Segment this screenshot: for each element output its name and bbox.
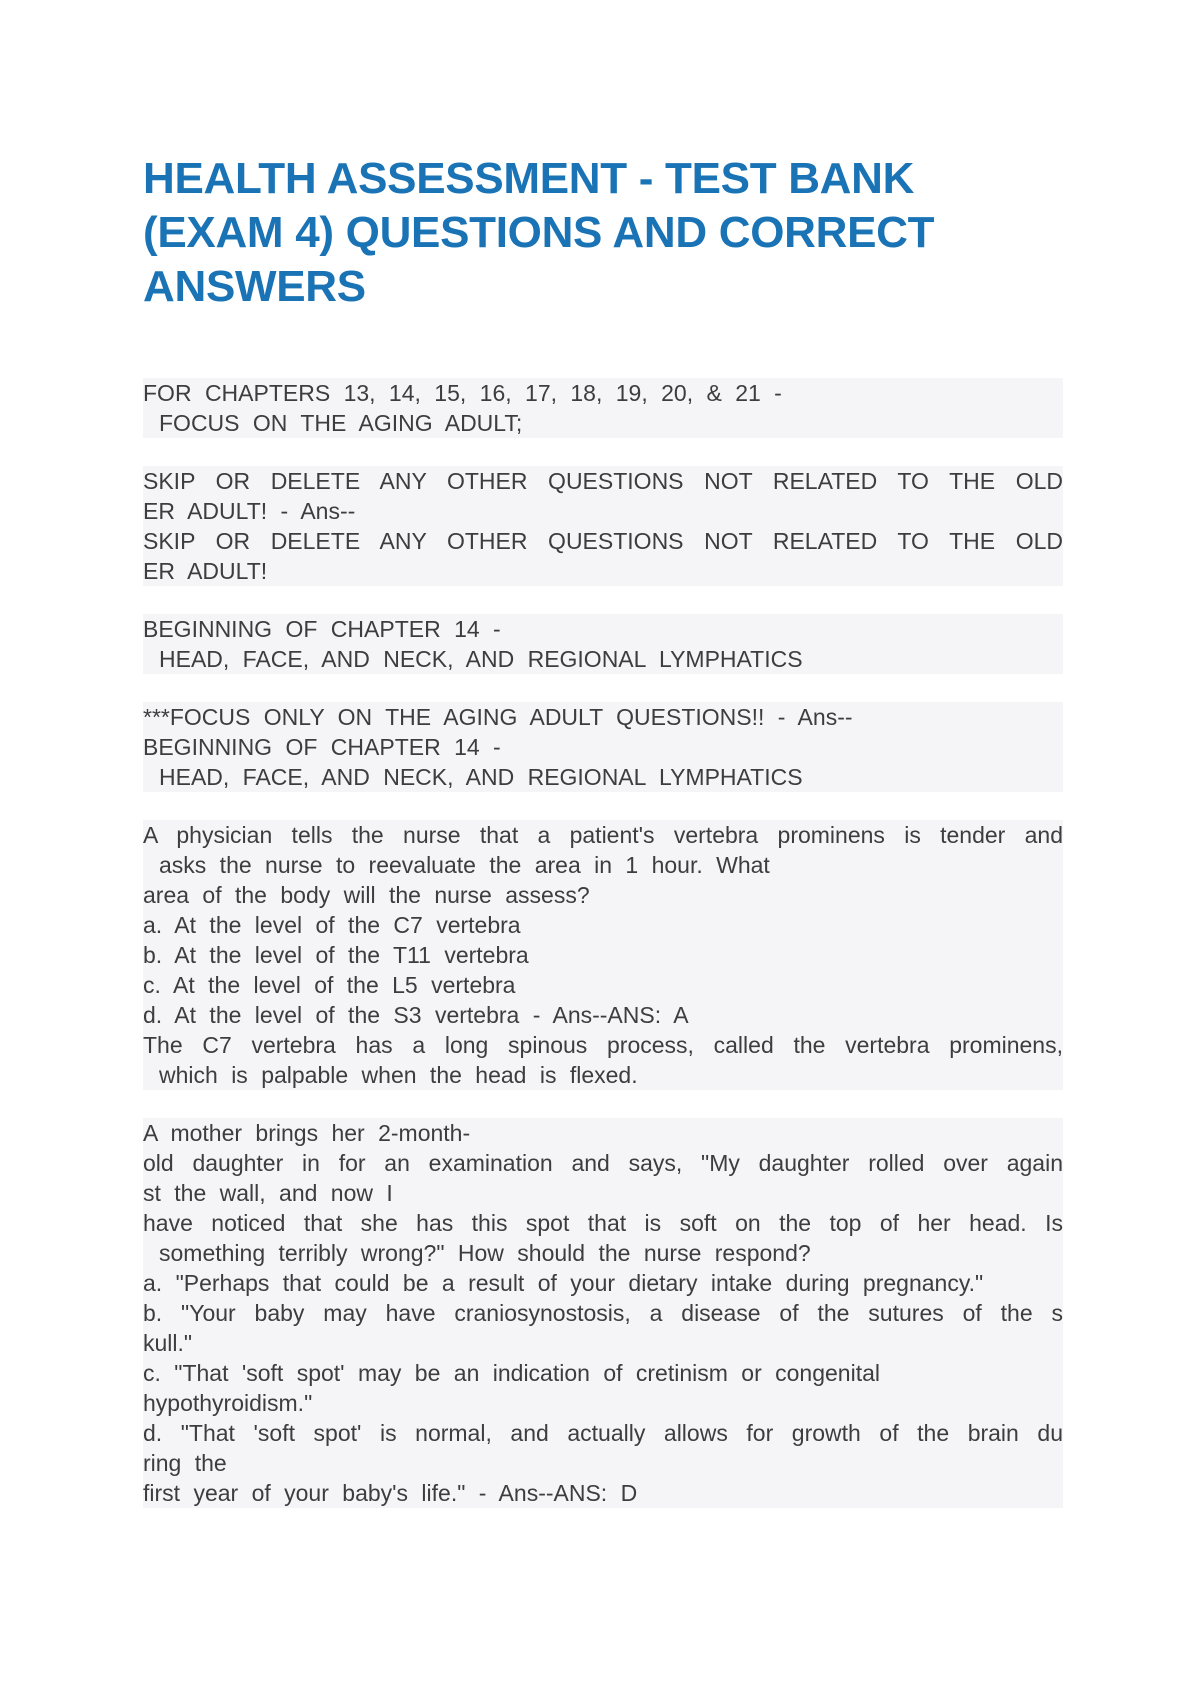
text-line: A mother brings her 2-month- xyxy=(143,1118,1063,1148)
answer-option: c. "That 'soft spot' may be an indication of cretinism or congenital xyxy=(143,1358,1063,1388)
text-line: which is palpable when the head is flexed. xyxy=(143,1060,1063,1090)
text-line: area of the body will the nurse assess? xyxy=(143,880,1063,910)
title-line: ANSWERS xyxy=(143,262,366,311)
answer-option: c. At the level of the L5 vertebra xyxy=(143,970,1063,1000)
text-line: HEAD, FACE, AND NECK, AND REGIONAL LYMPHATICS xyxy=(143,762,1063,792)
text-line: BEGINNING OF CHAPTER 14 - xyxy=(143,732,1063,762)
text-line: ring the xyxy=(143,1448,1063,1478)
text-line: kull." xyxy=(143,1328,1063,1358)
text-line: first year of your baby's life." - Ans--ANS: D xyxy=(143,1478,1063,1508)
text-line: ER ADULT! - Ans-- xyxy=(143,496,1063,526)
text-line: SKIP OR DELETE ANY OTHER QUESTIONS NOT RELATED TO THE OLD xyxy=(143,528,1063,554)
text-line: A physician tells the nurse that a patient's vertebra prominens is tender and xyxy=(143,822,1063,848)
text-line: FOR CHAPTERS 13, 14, 15, 16, 17, 18, 19, 20, & 21 - xyxy=(143,378,1063,408)
focus-note xyxy=(143,702,1063,792)
text-line: st the wall, and now I xyxy=(143,1178,1063,1208)
document-title xyxy=(143,152,1043,314)
text-line: ER ADULT! xyxy=(143,556,1063,586)
title-line: HEALTH ASSESSMENT - TEST BANK xyxy=(143,154,915,203)
text-line: hypothyroidism." xyxy=(143,1388,1063,1418)
text-line: something terribly wrong?" How should the nurse respond? xyxy=(143,1238,1063,1268)
question-vertebra xyxy=(143,820,1063,1090)
text-line: BEGINNING OF CHAPTER 14 - xyxy=(143,614,1063,644)
skip-instruction xyxy=(143,466,1063,586)
answer-option: d. At the level of the S3 vertebra - Ans--ANS: A xyxy=(143,1000,1063,1030)
text-line: asks the nurse to reevaluate the area in 1 hour. What xyxy=(143,850,1063,880)
answer-option: d. "That 'soft spot' is normal, and actually allows for growth of the brain du xyxy=(143,1420,1063,1446)
text-line: SKIP OR DELETE ANY OTHER QUESTIONS NOT RELATED TO THE OLD xyxy=(143,468,1063,494)
answer-option: b. At the level of the T11 vertebra xyxy=(143,940,1063,970)
answer-option: a. "Perhaps that could be a result of your dietary intake during pregnancy." xyxy=(143,1268,1063,1298)
text-line: FOCUS ON THE AGING ADULT; xyxy=(143,408,1063,438)
question-soft-spot xyxy=(143,1118,1063,1508)
text-line: have noticed that she has this spot that is soft on the top of her head. Is xyxy=(143,1210,1063,1236)
chapters-note xyxy=(143,378,1063,438)
text-line: old daughter in for an examination and says, "My daughter rolled over again xyxy=(143,1150,1063,1176)
title-line: (EXAM 4) QUESTIONS AND CORRECT xyxy=(143,208,935,257)
text-line: HEAD, FACE, AND NECK, AND REGIONAL LYMPHATICS xyxy=(143,644,1063,674)
text-line: ***FOCUS ONLY ON THE AGING ADULT QUESTIONS!! - Ans-- xyxy=(143,702,1063,732)
text-line: The C7 vertebra has a long spinous process, called the vertebra prominens, xyxy=(143,1032,1063,1058)
chapter-heading xyxy=(143,614,1063,674)
answer-option: a. At the level of the C7 vertebra xyxy=(143,910,1063,940)
answer-option: b. "Your baby may have craniosynostosis, a disease of the sutures of the s xyxy=(143,1300,1063,1326)
document-body xyxy=(143,378,1063,1536)
